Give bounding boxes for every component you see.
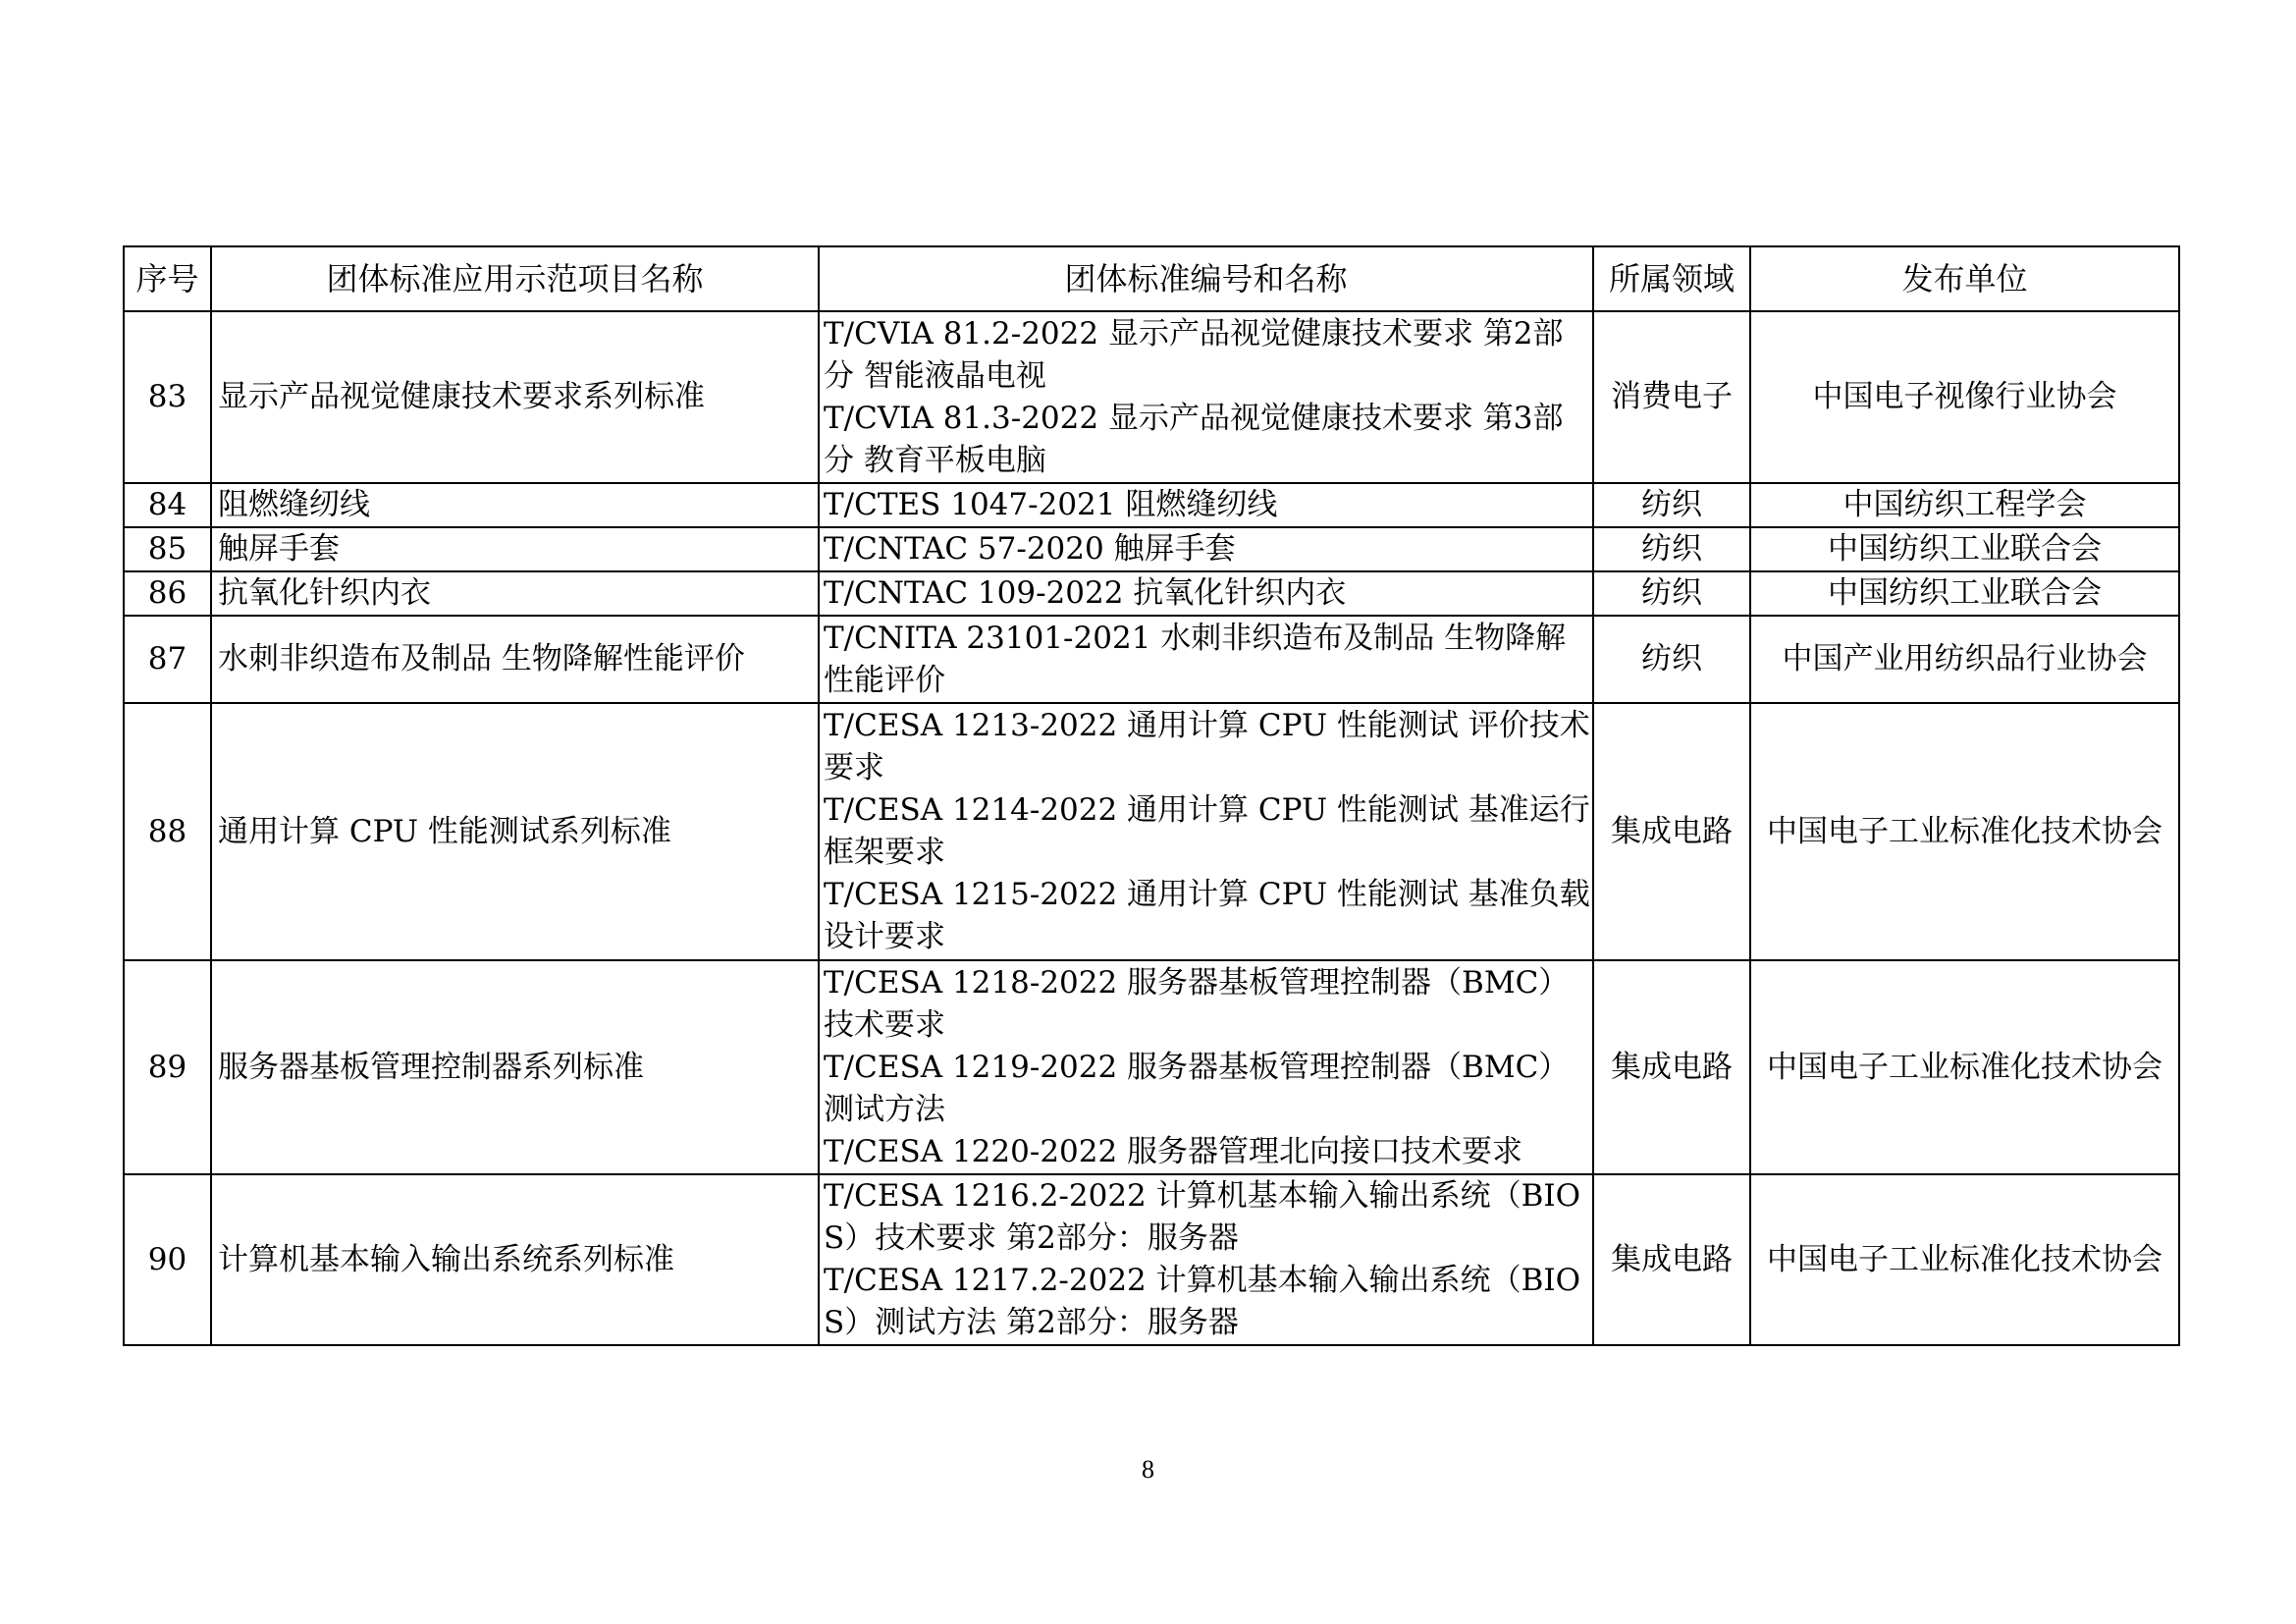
page-number: 8 xyxy=(1142,1455,1154,1484)
standard-item: T/CESA 1214-2022 通用计算 CPU 性能测试 基准运行框架要求 xyxy=(824,792,1590,870)
row-number: 86 xyxy=(124,571,211,616)
standard-item: T/CESA 1216.2-2022 计算机基本输入输出系统（BIOS）技术要求 第2部分：服务器 xyxy=(824,1178,1581,1256)
table-row xyxy=(124,527,2179,571)
header-standard-code-name: 团体标准编号和名称 xyxy=(819,246,1593,311)
row-number: 89 xyxy=(124,960,211,1174)
table-row xyxy=(124,311,2179,483)
table-row xyxy=(124,616,2179,703)
standard-item: T/CESA 1213-2022 通用计算 CPU 性能测试 评价技术要求 xyxy=(824,708,1590,785)
publisher: 中国电子视像行业协会 xyxy=(1750,311,2179,483)
publisher: 中国产业用纺织品行业协会 xyxy=(1750,616,2179,703)
standard-list xyxy=(819,1174,1593,1345)
standard-item: T/CESA 1219-2022 服务器基板管理控制器（BMC）测试方法 xyxy=(824,1049,1570,1127)
header-publisher: 发布单位 xyxy=(1750,246,2179,311)
standard-list xyxy=(819,960,1593,1174)
table-row xyxy=(124,483,2179,527)
standard-item: T/CNITA 23101-2021 水刺非织造布及制品 生物降解性能评价 xyxy=(824,620,1567,698)
standard-item: T/CESA 1220-2022 服务器管理北向接口技术要求 xyxy=(824,1133,1523,1169)
row-number: 83 xyxy=(124,311,211,483)
field: 集成电路 xyxy=(1593,703,1750,960)
project-name: 阻燃缝纫线 xyxy=(211,483,819,527)
project-name: 服务器基板管理控制器系列标准 xyxy=(211,960,819,1174)
table-row xyxy=(124,703,2179,960)
standard-list xyxy=(819,311,1593,483)
standard-item: T/CNTAC 109-2022 抗氧化针织内衣 xyxy=(824,575,1347,611)
field: 纺织 xyxy=(1593,616,1750,703)
project-name: 通用计算 CPU 性能测试系列标准 xyxy=(211,703,819,960)
table-row xyxy=(124,1174,2179,1345)
row-number: 84 xyxy=(124,483,211,527)
publisher: 中国电子工业标准化技术协会 xyxy=(1750,703,2179,960)
field: 集成电路 xyxy=(1593,960,1750,1174)
table-header-row xyxy=(124,246,2179,311)
standard-item: T/CNTAC 57-2020 触屏手套 xyxy=(824,531,1236,567)
project-name: 显示产品视觉健康技术要求系列标准 xyxy=(211,311,819,483)
standard-list xyxy=(819,527,1593,571)
standard-item: T/CVIA 81.2-2022 显示产品视觉健康技术要求 第2部分 智能液晶电视 xyxy=(824,315,1564,394)
header-project-name: 团体标准应用示范项目名称 xyxy=(211,246,819,311)
standard-list xyxy=(819,616,1593,703)
standard-item: T/CTES 1047-2021 阻燃缝纫线 xyxy=(824,487,1278,522)
project-name: 触屏手套 xyxy=(211,527,819,571)
table-row xyxy=(124,960,2179,1174)
header-field: 所属领域 xyxy=(1593,246,1750,311)
standards-table xyxy=(123,245,2180,1346)
publisher: 中国纺织工业联合会 xyxy=(1750,527,2179,571)
publisher: 中国纺织工业联合会 xyxy=(1750,571,2179,616)
field: 集成电路 xyxy=(1593,1174,1750,1345)
header-no: 序号 xyxy=(124,246,211,311)
project-name: 水刺非织造布及制品 生物降解性能评价 xyxy=(211,616,819,703)
standard-list xyxy=(819,483,1593,527)
field: 纺织 xyxy=(1593,571,1750,616)
standard-item: T/CESA 1215-2022 通用计算 CPU 性能测试 基准负载设计要求 xyxy=(824,877,1590,954)
standards-table-container xyxy=(123,245,2178,1346)
field: 纺织 xyxy=(1593,483,1750,527)
row-number: 87 xyxy=(124,616,211,703)
standard-list xyxy=(819,571,1593,616)
project-name: 计算机基本输入输出系统系列标准 xyxy=(211,1174,819,1345)
table-row xyxy=(124,571,2179,616)
standard-item: T/CESA 1218-2022 服务器基板管理控制器（BMC）技术要求 xyxy=(824,964,1570,1043)
project-name: 抗氧化针织内衣 xyxy=(211,571,819,616)
row-number: 85 xyxy=(124,527,211,571)
publisher: 中国电子工业标准化技术协会 xyxy=(1750,960,2179,1174)
field: 消费电子 xyxy=(1593,311,1750,483)
publisher: 中国纺织工程学会 xyxy=(1750,483,2179,527)
row-number: 88 xyxy=(124,703,211,960)
publisher: 中国电子工业标准化技术协会 xyxy=(1750,1174,2179,1345)
standard-item: T/CESA 1217.2-2022 计算机基本输入输出系统（BIOS）测试方法 第2部分：服务器 xyxy=(824,1263,1581,1340)
standard-list xyxy=(819,703,1593,960)
row-number: 90 xyxy=(124,1174,211,1345)
standard-item: T/CVIA 81.3-2022 显示产品视觉健康技术要求 第3部分 教育平板电脑 xyxy=(824,400,1564,478)
field: 纺织 xyxy=(1593,527,1750,571)
